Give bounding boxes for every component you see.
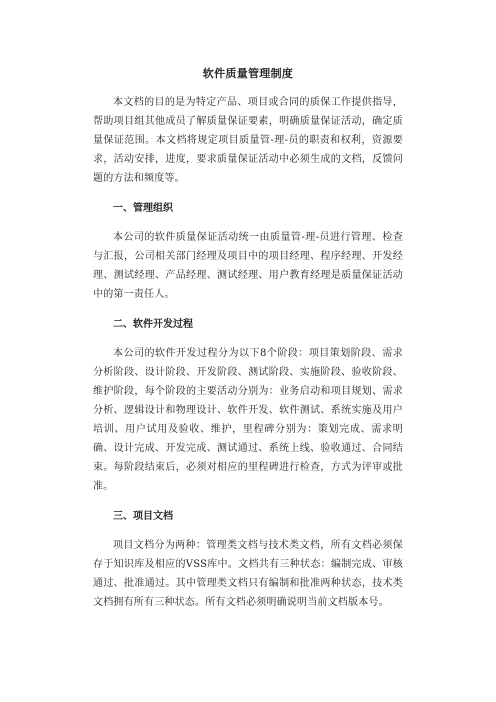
section-heading-dev-process: 二、软件开发过程: [113, 319, 193, 330]
section-body-project-docs: 项目文档分为两种：管理类文档与技术类文档，所有文档必须保存于知识库及相应的VSS库中。文档共有三种状态：编制完成、审核通过、批准通过。其中管理类文档只有编制和批准两种状态，技术类文档拥有所有三种状态。所有文档必须明确说明当前文档版本号。: [93, 540, 403, 608]
intro-paragraph: 本文档的目的是为特定产品、项目或合同的质保工作提供指导，帮助项目组其他成员了解质量保证要素，明确质量保证活动，确定质量保证范围。本文档将规定项目质量管-理-员的职责和权利，资源要求，活动安排，进度，要求质量保证活动中必须生成的文档，反馈问题的方法和频度等。: [93, 97, 403, 184]
section-heading-management: 一、管理组织: [113, 203, 173, 214]
section-body-management: 本公司的软件质量保证活动统一由质量管-理-员进行管理、检查与汇报，公司相关部门经理及项目中的项目经理、程序经理、开发经理、测试经理、产品经理、测试经理、用户教育经理是质量保证活动中的第一责任人。: [93, 232, 403, 300]
section-body-dev-process: 本公司的软件开发过程分为以下8个阶段：项目策划阶段、需求分析阶段、设计阶段、开发阶段、测试阶段、实施阶段、验收阶段、维护阶段，每个阶段的主要活动分别为：业务启动和项目规划、需求分析、逻辑设计和物理设计、软件开发、软件测试、系统实施及用户培训、用户试用及验收、维护，里程碑分别为：策划完成、需求明确、设计完成、开发完成、测试通过、系统上线、验收通过、合同结束。每阶段结束后，必须对相应的里程碑进行检查，方式为评审或批准。: [93, 348, 403, 492]
document-title: 软件质量管理制度: [202, 67, 294, 80]
section-heading-project-docs: 三、项目文档: [113, 511, 173, 522]
